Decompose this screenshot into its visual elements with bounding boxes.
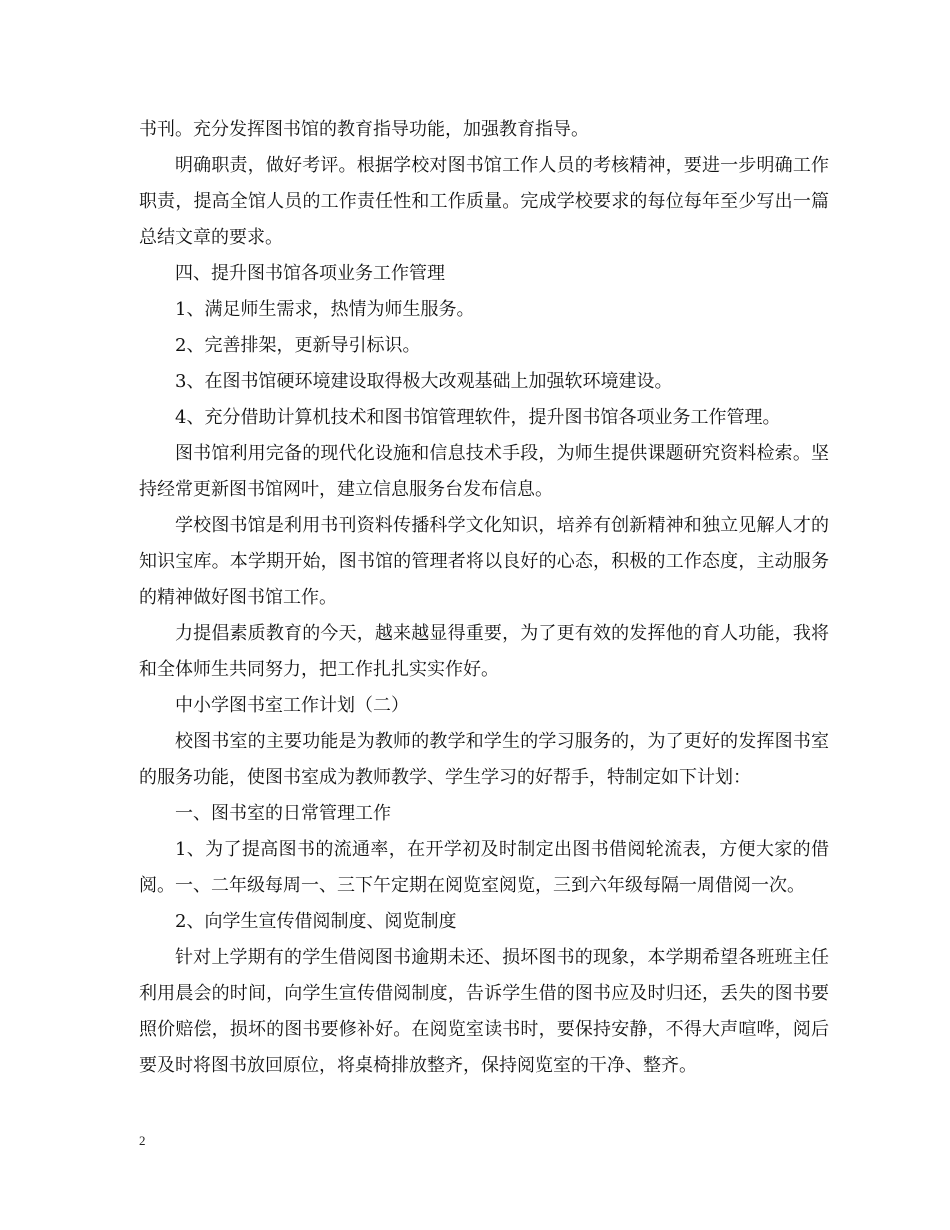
paragraph: 明确职责，做好考评。根据学校对图书馆工作人员的考核精神，要进一步明确工作职责，提高全馆人员的工作责任性和工作质量。完成学校要求的每位每年至少写出一篇总结文章的要求。	[139, 155, 829, 248]
list-item: 1、为了提高图书的流通率，在开学初及时制定出图书借阅轮流表，方便大家的借阅。一、二年级每周一、三下午定期在阅览室阅览，三到六年级每隔一周借阅一次。	[139, 839, 829, 896]
list-item: 4、充分借助计算机技术和图书馆管理软件，提升图书馆各项业务工作管理。	[175, 407, 781, 428]
list-item: 2、完善排架，更新导引标识。	[175, 335, 421, 356]
paragraph: 学校图书馆是利用书刊资料传播科学文化知识，培养有创新精神和独立见解人才的知识宝库。本学期开始，图书馆的管理者将以良好的心态，积极的工作态度，主动服务的精神做好图书馆工作。	[139, 515, 829, 608]
document-body	[139, 112, 829, 1084]
paragraph: 力提倡素质教育的今天，越来越显得重要，为了更有效的发挥他的育人功能，我将和全体师生共同努力，把工作扎扎实实作好。	[139, 623, 829, 680]
paragraph: 书刊。充分发挥图书馆的教育指导功能，加强教育指导。	[139, 119, 589, 140]
section-heading: 四、提升图书馆各项业务工作管理	[175, 263, 445, 284]
document-subtitle: 中小学图书室工作计划（二）	[175, 695, 409, 716]
list-item: 1、满足师生需求，热情为师生服务。	[175, 299, 475, 320]
list-item: 2、向学生宣传借阅制度、阅览制度	[175, 911, 457, 932]
page-number: 2	[139, 1133, 146, 1148]
section-heading: 一、图书室的日常管理工作	[175, 803, 391, 824]
paragraph: 针对上学期有的学生借阅图书逾期未还、损坏图书的现象，本学期希望各班班主任利用晨会的时间，向学生宣传借阅制度，告诉学生借的图书应及时归还，丢失的图书要照价赔偿，损坏的图书要修补好。在阅览室读书时，要保持安静，不得大声喧哗，阅后要及时将图书放回原位，将桌椅排放整齐，保持阅览室的干净、整齐。	[139, 947, 829, 1076]
list-item: 3、在图书馆硬环境建设取得极大改观基础上加强软环境建设。	[175, 371, 673, 392]
paragraph: 校图书室的主要功能是为教师的教学和学生的学习服务的，为了更好的发挥图书室的服务功能，使图书室成为教师教学、学生学习的好帮手，特制定如下计划：	[139, 731, 829, 788]
paragraph: 图书馆利用完备的现代化设施和信息技术手段，为师生提供课题研究资料检索。坚持经常更新图书馆网叶，建立信息服务台发布信息。	[139, 443, 829, 500]
